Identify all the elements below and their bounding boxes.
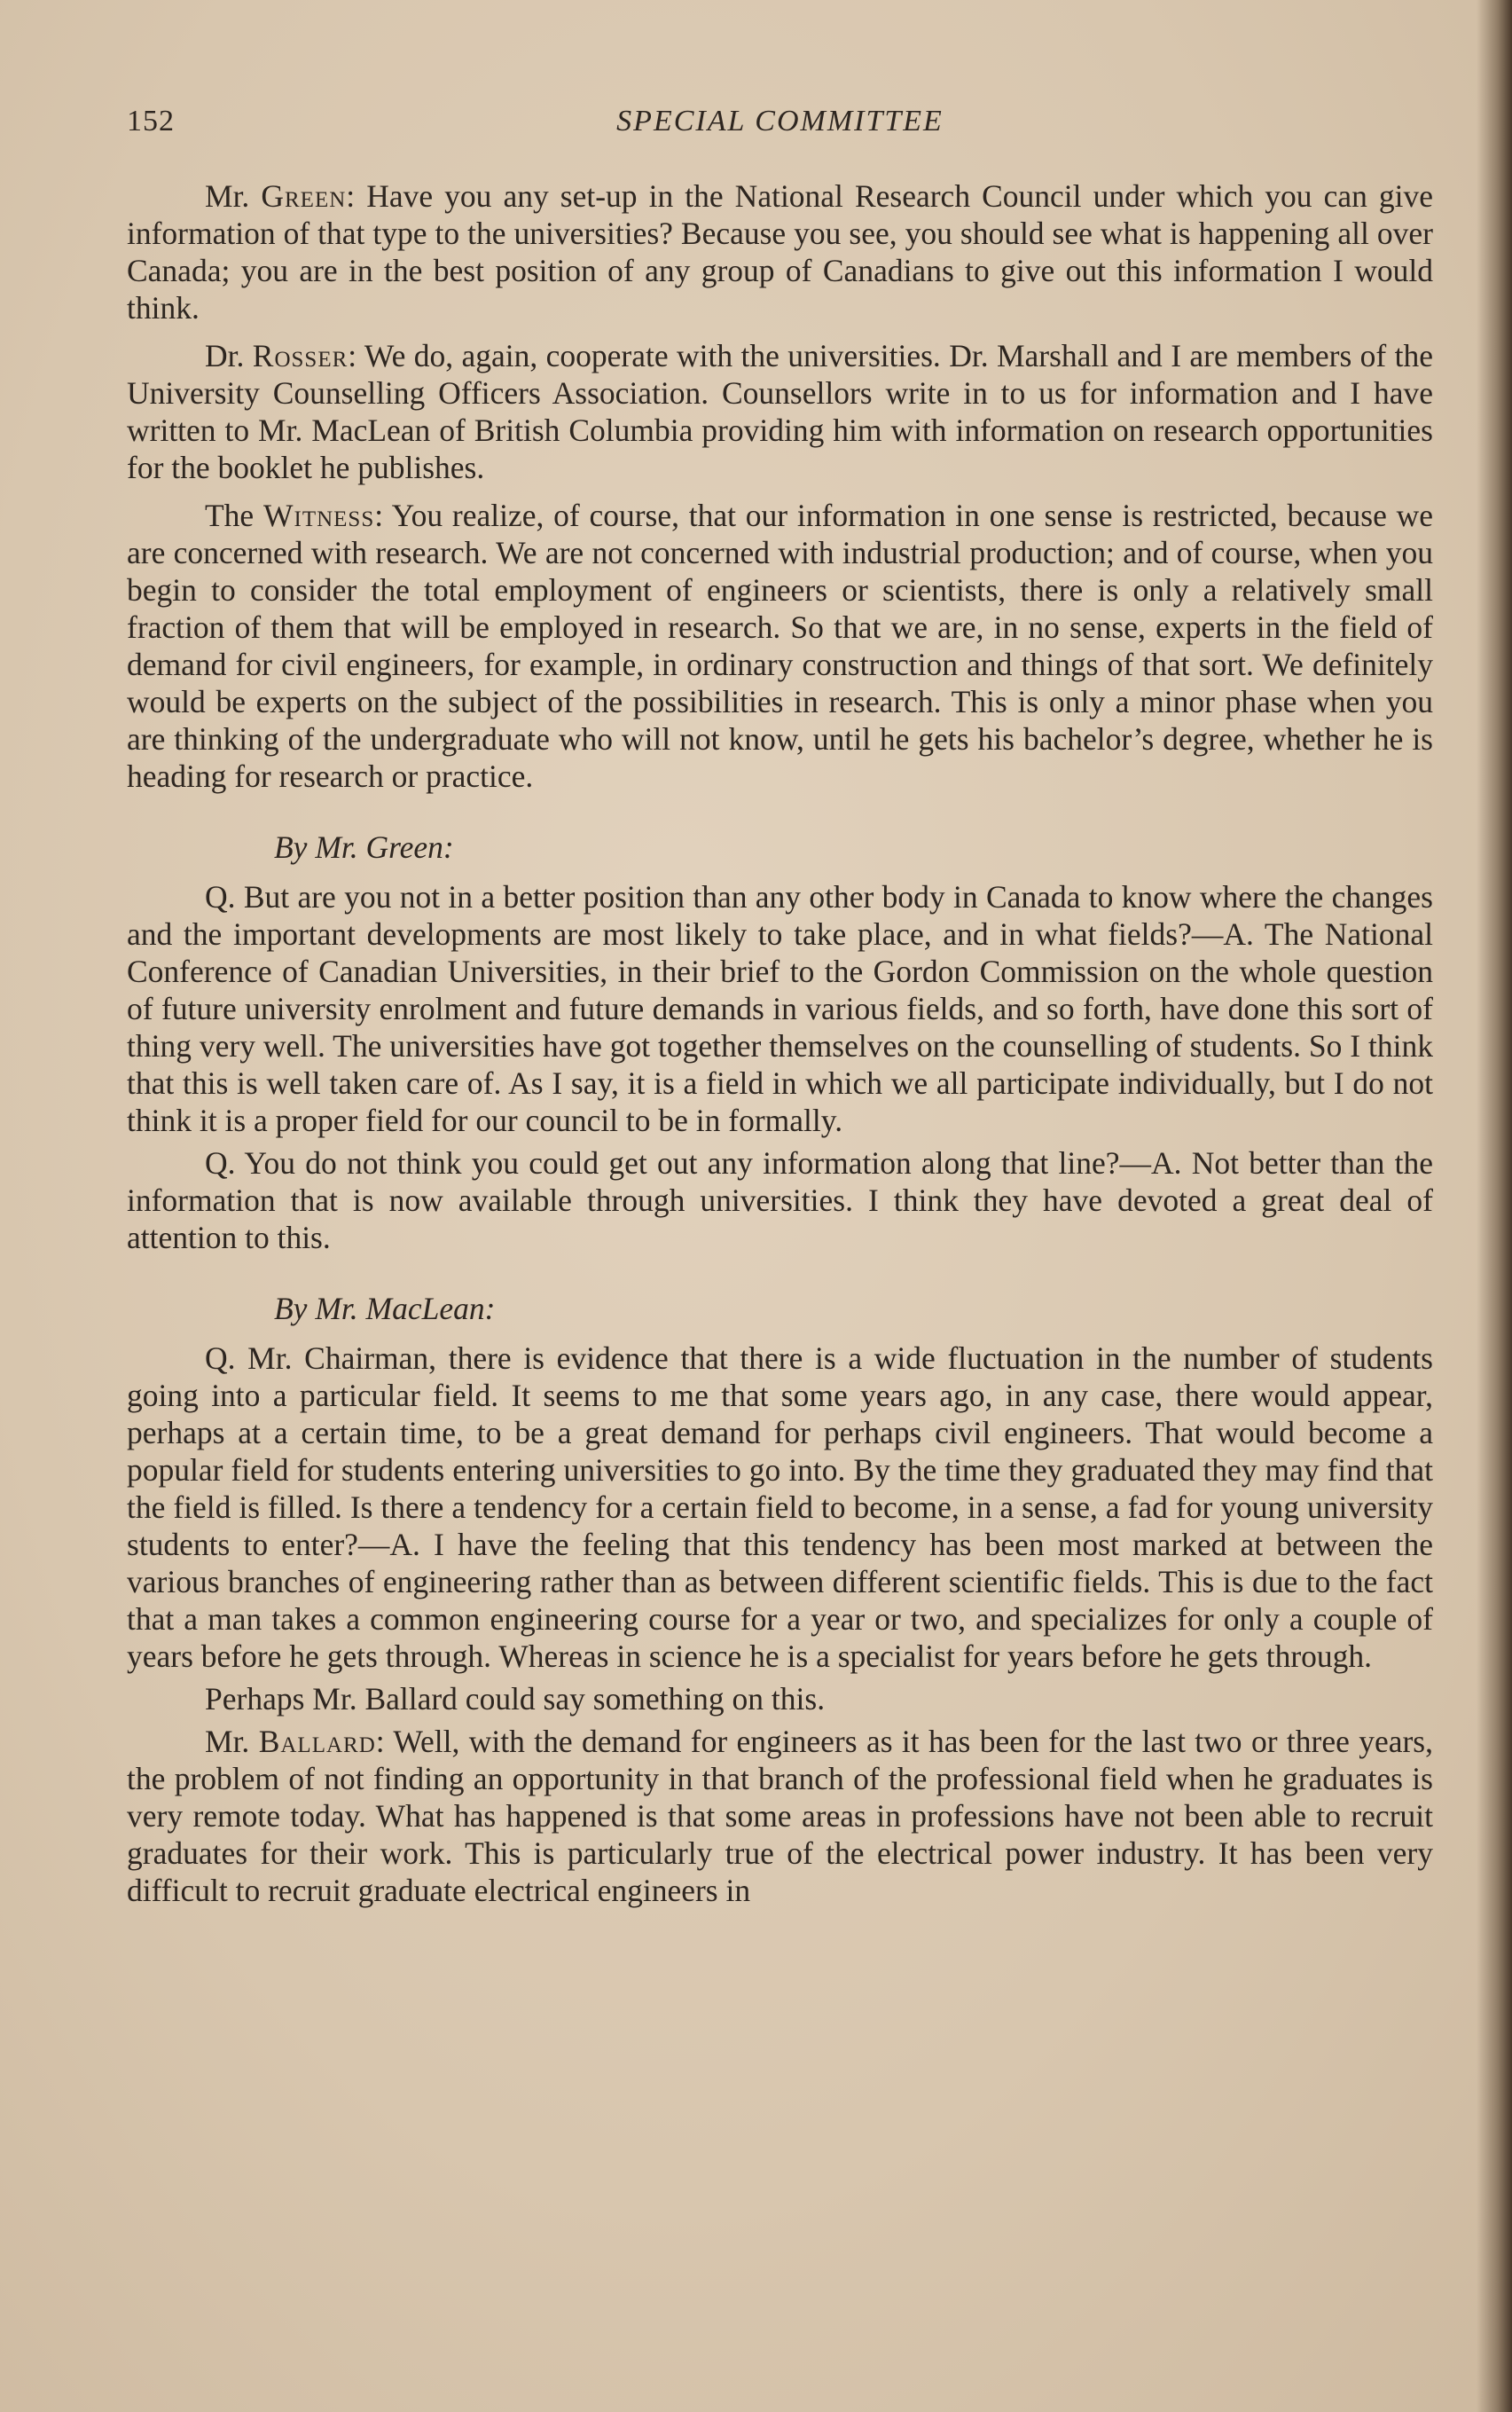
statement-text: You realize, of course, that our information in one sense is restricted, because we are concerned with research. We are not concerned with industrial production; and of course, when you begin to consider the total employment of engineers or scientists, there is only a relatively small fraction of them that will be employed in research. So that we are, in no sense, experts in the field of demand for civil engineers, for example, in ordinary construction and things of that sort. We definitely would be experts on the subject of the possibilities in research. This is only a minor phase when you are thinking of the undergraduate who will not know, until he gets his bachelor’s degree, whether he is heading for research or practice. [127, 498, 1434, 794]
question-answer: Q. Mr. Chairman, there is evidence that there is a wide fluctuation in the number of students going into a particular field. It seems to me that some years ago, in any case, there would appear, perhaps at a certain time, to be a great demand for perhaps civil engineers. That would become a popular field for students entering universities to go into. By the time they graduated they may find that the field is filled. Is there a tendency for a certain field to become, in a sense, a fad for young university students to enter?—A. I have the feeling that this tendency has been most marked at between the various branches of engineering rather than as between different scientific fields. This is due to the fact that a man takes a common engineering course for a year or two, and specializes for only a couple of years before he gets through. Whereas in science he is a specialist for years before he gets through. [127, 1340, 1433, 1674]
page-header [127, 105, 1433, 149]
book-spine-shadow [1477, 0, 1512, 2412]
statement-text: Well, with the demand for engineers as it has been for the last two or three years, the problem of not finding an opportunity in that branch of the professional field when he graduates is very remote today. What has happened is that some areas in professions have not been able to recruit graduates for their work. This is particularly true of the electrical power industry. It has been very difficult to recruit graduate electrical engineers in [127, 1724, 1433, 1908]
question-answer: Q. But are you not in a better position than any other body in Canada to know where the changes and the important developments are most likely to take place, and in what fields?—A. The National Conference of Canadian Universities, in their brief to the Gordon Commission on the whole question of future university enrolment and future demands in various fields, and so forth, have done this sort of thing very well. The universities have got together themselves on the counselling of students. So I think that this is well taken care of. As I say, it is a field in which we all participate individually, but I do not think it is a proper field for our council to be in formally. [127, 879, 1433, 1138]
statement-ballard: Mr. Ballard: Well, with the demand for engineers as it has been for the last two or three years, the problem of not finding an opportunity in that branch of the professional field when he graduates is very remote today. What has happened is that some areas in professions have not been able to recruit graduates for their work. This is particularly true of the electrical power industry. It has been very difficult to recruit graduate electrical engineers in [127, 1724, 1433, 1908]
page-body [127, 177, 1433, 1920]
statement-text: We do, again, cooperate with the universities. Dr. Marshall and I are members of the University Counselling Officers Association. Counsellors write in to us for information and I have written to Mr. MacLean of British Columbia providing him with information on research opportunities for the booklet he publishes. [127, 338, 1433, 485]
speaker-name: Green [261, 178, 347, 214]
speaker-name: Ballard [258, 1724, 376, 1759]
speaker-name: Witness [262, 498, 375, 533]
question-answer: Q. You do not think you could get out any information along that line?—A. Not better than the information that is now available through universities. I think they have devoted a great deal of attention to this. [127, 1145, 1433, 1255]
statement-text: Have you any set-up in the National Research Council under which you can give information of that type to the universities? Because you see, you should see what is happening all over Canada; you are in the best position of any group of Canadians to give out this information I would think. [127, 178, 1434, 326]
speaker-label: The [205, 498, 255, 533]
speaker-label: Mr. [205, 178, 250, 214]
running-head: SPECIAL COMMITTEE [616, 105, 944, 137]
page-number: 152 [127, 105, 175, 137]
byline-maclean: By Mr. MacLean: [274, 1291, 496, 1326]
paragraph: Perhaps Mr. Ballard could say something on this. [205, 1681, 826, 1717]
statement-rosser: Dr. Rosser: We do, again, cooperate with the universities. Dr. Marshall and I are members of the University Counselling Officers Association. Counsellors write in to us for information and I have written to Mr. MacLean of British Columbia providing him with information on research opportunities for the booklet he publishes. [127, 338, 1433, 485]
speaker-name: Rosser [252, 338, 349, 373]
statement-witness: The Witness: You realize, of course, that our information in one sense is restricted, because we are concerned with research. We are not concerned with industrial production; and of course, when you begin to consider the total employment of engineers or scientists, there is only a relatively small fraction of them that will be employed in research. So that we are, in no sense, experts in the field of demand for civil engineers, for example, in ordinary construction and things of that sort. We definitely would be experts on the subject of the possibilities in research. This is only a minor phase when you are thinking of the undergraduate who will not know, until he gets his bachelor’s degree, whether he is heading for research or practice. [127, 498, 1434, 794]
statement-green: Mr. Green: Have you any set-up in the National Research Council under which you can give information of that type to the universities? Because you see, you should see what is happening all over Canada; you are in the best position of any group of Canadians to give out this information I would think. [127, 178, 1434, 326]
speaker-label: Dr. [205, 338, 245, 373]
byline-green: By Mr. Green: [274, 829, 454, 865]
speaker-label: Mr. [205, 1724, 250, 1759]
